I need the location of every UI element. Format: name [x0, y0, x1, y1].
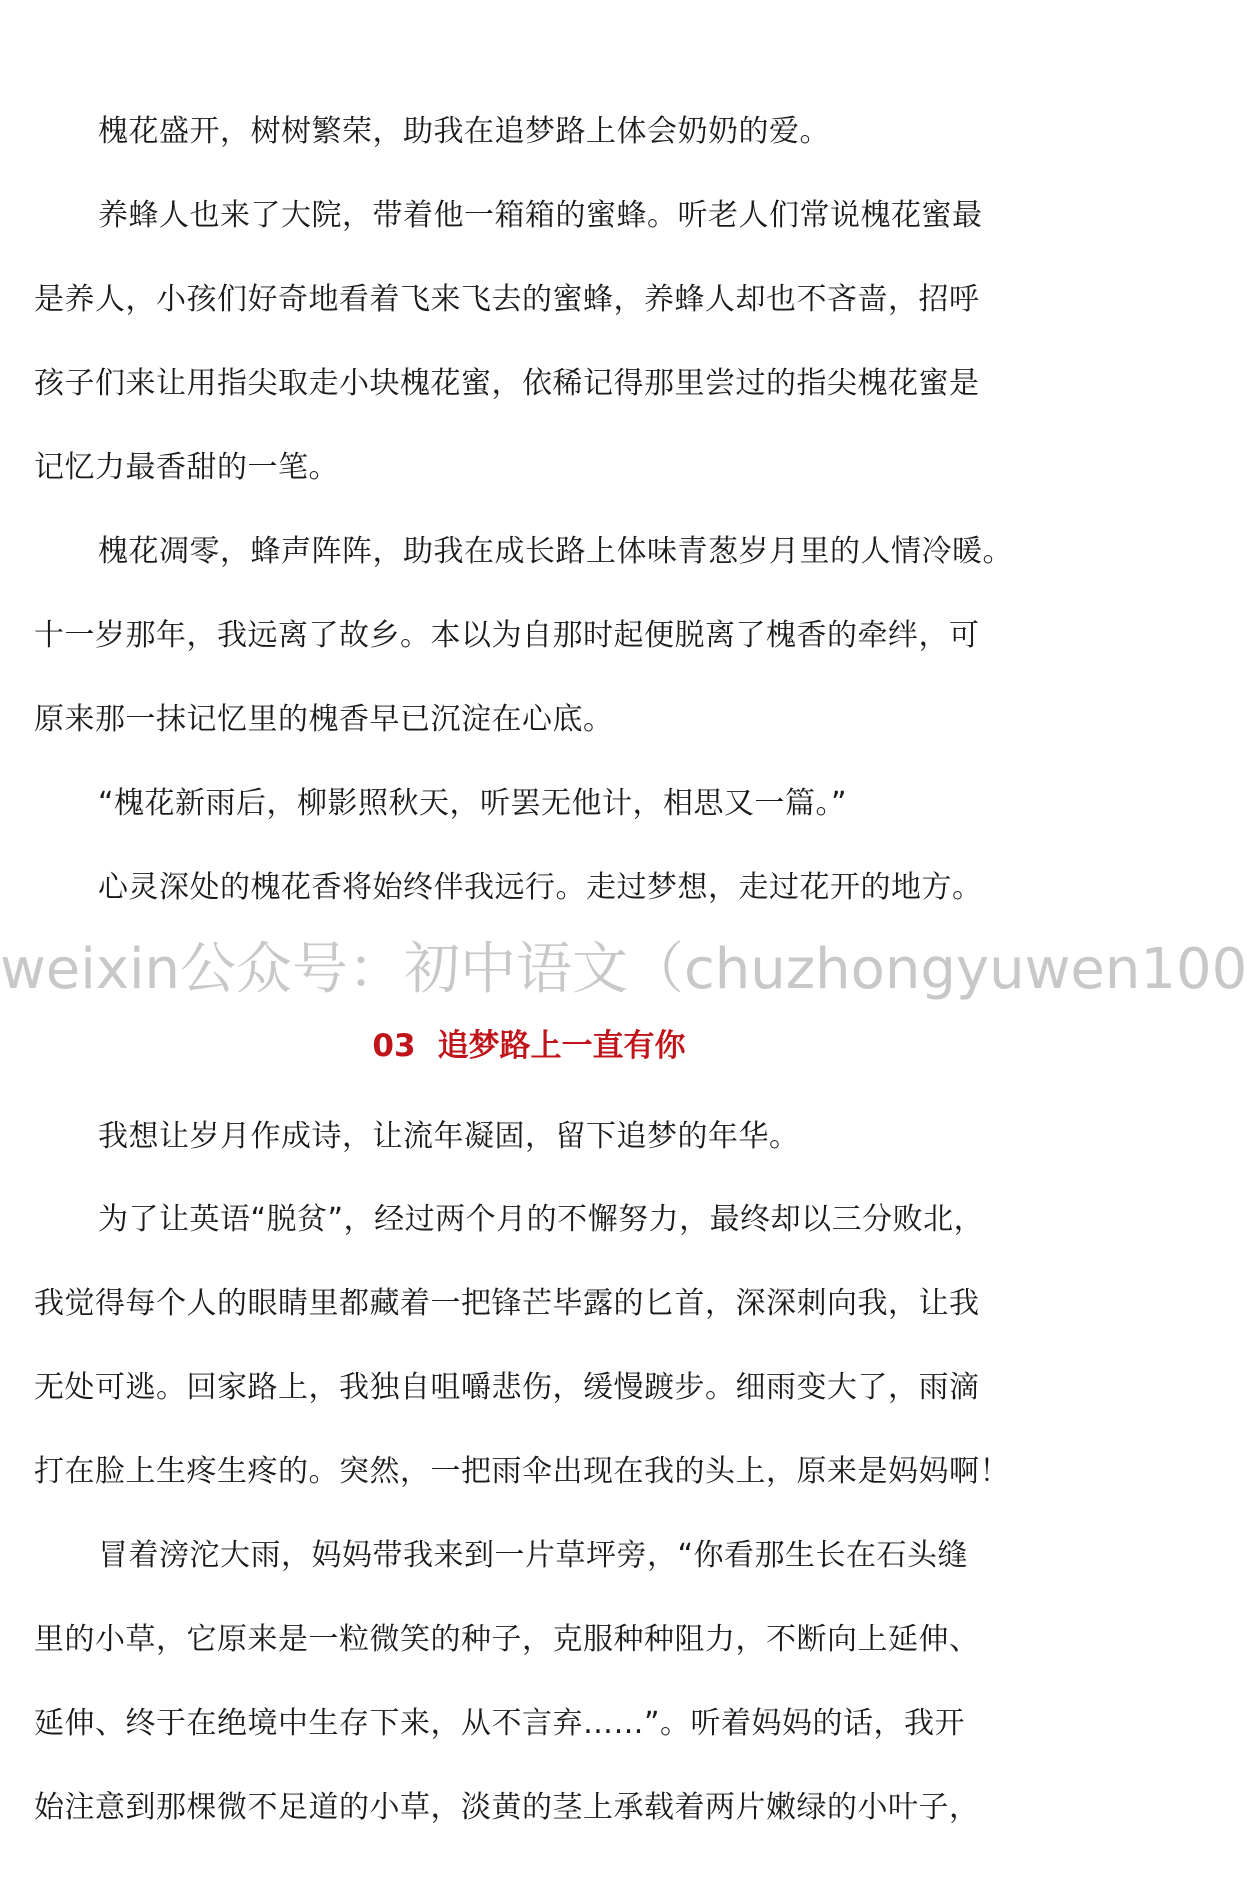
text-line: 延伸、终于在绝境中生存下来，从不言弃……”。听着妈妈的话，我开 — [34, 1706, 966, 1741]
text-line: 原来那一抹记忆里的槐香早已沉淀在心底。 — [34, 702, 614, 737]
text-line: 打在脸上生疼生疼的。突然，一把雨伞出现在我的头上，原来是妈妈啊！ — [34, 1454, 1010, 1489]
text-line: 槐花凋零，蜂声阵阵，助我在成长路上体味青葱岁月里的人情冷暖。 — [98, 534, 1013, 569]
text-line: 孩子们来让用指尖取走小块槐花蜜，依稀记得那里尝过的指尖槐花蜜是 — [34, 366, 980, 401]
section-number: 03 — [372, 1028, 416, 1064]
section-heading — [0, 1026, 1058, 1066]
text-line: 我觉得每个人的眼睛里都藏着一把锋芒毕露的匕首，深深刺向我，让我 — [34, 1286, 980, 1321]
text-line: 养蜂人也来了大院，带着他一箱箱的蜜蜂。听老人们常说槐花蜜最 — [98, 198, 983, 233]
text-line: 槐花盛开，树树繁荣，助我在追梦路上体会奶奶的爱。 — [98, 114, 830, 149]
watermark: weixin公众号：初中语文（chuzhongyuwen100 — [0, 937, 1247, 1002]
text-line: 冒着滂沱大雨，妈妈带我来到一片草坪旁，“你看那生长在石头缝 — [98, 1538, 969, 1573]
text-line: 里的小草，它原来是一粒微笑的种子，克服种种阻力，不断向上延伸、 — [34, 1622, 980, 1657]
section-title: 追梦路上一直有你 — [437, 1028, 686, 1064]
quote-line: “槐花新雨后，柳影照秋天，听罢无他计，相思又一篇。” — [98, 786, 848, 821]
text-line: 心灵深处的槐花香将始终伴我远行。走过梦想，走过花开的地方。 — [98, 870, 983, 905]
text-line: 无处可逃。回家路上，我独自咀嚼悲伤，缓慢踱步。细雨变大了，雨滴 — [34, 1370, 980, 1405]
text-line: 是养人，小孩们好奇地看着飞来飞去的蜜蜂，养蜂人却也不吝啬，招呼 — [34, 282, 980, 317]
text-line: 十一岁那年，我远离了故乡。本以为自那时起便脱离了槐香的牵绊，可 — [34, 618, 980, 653]
text-line: 记忆力最香甜的一笔。 — [34, 450, 339, 485]
text-line: 为了让英语“脱贫”，经过两个月的不懈努力，最终却以三分败北， — [98, 1202, 985, 1237]
text-line: 始注意到那棵微不足道的小草，淡黄的茎上承载着两片嫩绿的小叶子， — [34, 1790, 980, 1825]
text-line: 我想让岁月作成诗，让流年凝固，留下追梦的年华。 — [98, 1119, 800, 1154]
